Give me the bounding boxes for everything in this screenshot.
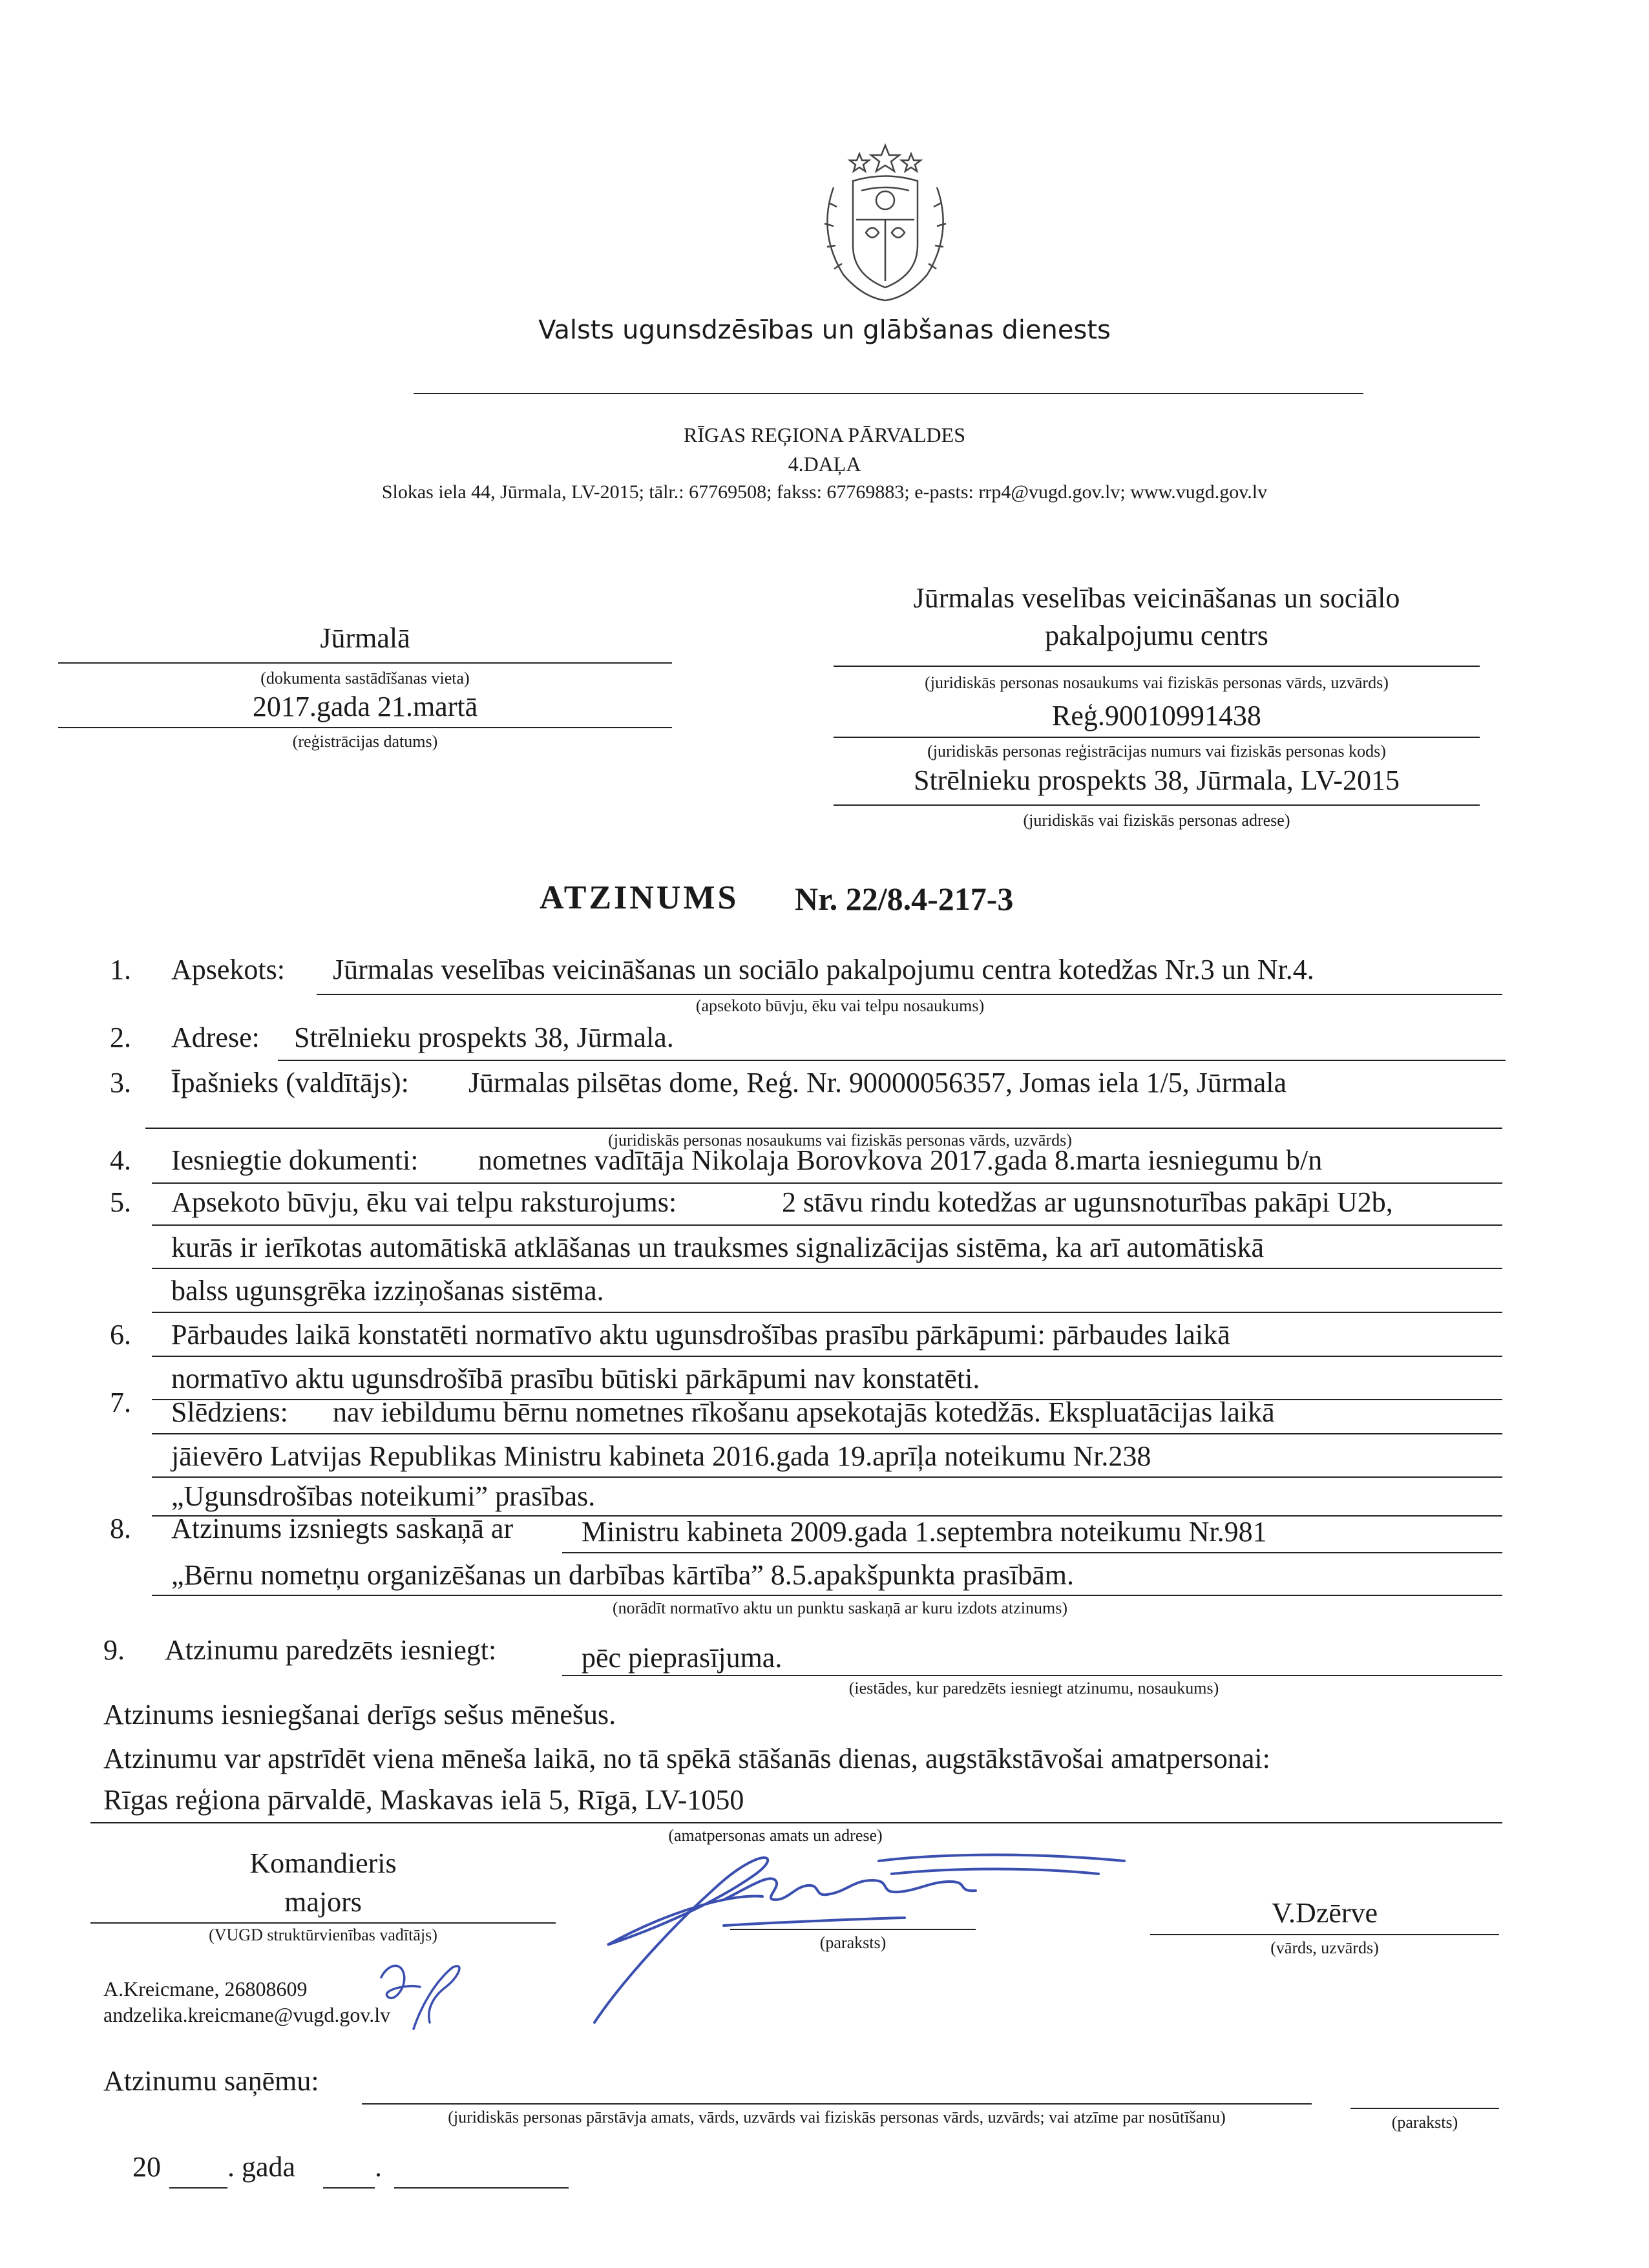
item-2-label: Adrese:: [171, 1022, 260, 1053]
item-1-line: [317, 994, 1502, 995]
item-7-number: 7.: [110, 1387, 131, 1418]
item-5-line3: [152, 1312, 1502, 1313]
item-3-label: Īpašnieks (valdītājs):: [171, 1067, 409, 1098]
item-5-label: Apsekoto būvju, ēku vai telpu raksturojums:: [171, 1186, 677, 1218]
item-8-caption: (norādīt normatīvo aktu un punktu saskaņā ar kuru izdots atzinums): [612, 1599, 1067, 1617]
item-2-line: [278, 1060, 1506, 1061]
item-7-label: Slēdziens:: [171, 1396, 288, 1428]
initials-signature: [368, 1958, 472, 2035]
item-5-line2: [152, 1268, 1502, 1269]
receipt-date-dot: .: [375, 2151, 382, 2183]
item-7-value-line2: jāievēro Latvijas Republikas Ministru kabineta 2016.gada 19.aprīļa noteikumu Nr.238: [171, 1440, 1151, 1472]
item-8-value-line2: „Bērnu nometņu organizēšanas un darbības kārtība” 8.5.apakšpunkta prasībām.: [171, 1559, 1074, 1591]
receipt-date-month-line: [394, 2187, 569, 2189]
appeal-caption: (amatpersonas amats un adrese): [668, 1826, 883, 1845]
signer-position-caption: (VUGD struktūrvienības vadītājs): [209, 1926, 437, 1944]
signer-position-line: [90, 1922, 556, 1924]
signature-caption: (paraksts): [819, 1933, 887, 1952]
item-6-rule1: [152, 1356, 1502, 1357]
place-caption: (dokumenta sastādīšanas vieta): [260, 669, 470, 688]
receipt-sign-line: [1350, 2108, 1499, 2109]
date-value: 2017.gada 21.martā: [252, 691, 478, 722]
receipt-caption: (juridiskās personas pārstāvja amats, vārds, uzvārds vai fiziskās personas vārds, uzvārds; vai atzīme par nosūtīšanu): [448, 2108, 1226, 2126]
receipt-label: Atzinumu saņēmu:: [103, 2065, 319, 2097]
signer-rank: majors: [284, 1886, 362, 1918]
appeal-statement: Atzinumu var apstrīdēt viena mēneša laikā, no tā spēkā stāšanās dienas, augstākstāvošai amatpersonai:: [103, 1743, 1270, 1774]
contact-person-email: andzelika.kreicmane@vugd.gov.lv: [103, 2003, 391, 2026]
registration-line: [834, 737, 1480, 738]
item-1-number: 1.: [110, 954, 131, 985]
item-7-value-line3: „Ugunsdrošības noteikumi” prasības.: [171, 1480, 596, 1512]
validity-statement: Atzinums iesniegšanai derīgs sešus mēnešus.: [103, 1699, 616, 1730]
registration-number: Reģ.90010991438: [1052, 700, 1261, 731]
signer-name-line: [1150, 1934, 1499, 1935]
item-6-number: 6.: [110, 1319, 131, 1350]
region-name: RĪGAS REĢIONA PĀRVALDES: [683, 423, 965, 446]
item-7-rule2: [152, 1476, 1502, 1478]
receipt-line: [362, 2103, 1312, 2105]
receipt-date-gada: . gada: [227, 2151, 296, 2183]
item-9-value: pēc pieprasījuma.: [582, 1642, 782, 1674]
item-8-rule1: [562, 1552, 1502, 1553]
item-1-value: Jūrmalas veselības veicināšanas un sociālo pakalpojumu centra kotedžas Nr.3 un Nr.4.: [333, 954, 1314, 985]
date-caption: (reģistrācijas datums): [292, 732, 438, 751]
item-4-value: nometnes vadītāja Nikolaja Borovkova 2017.gada 8.marta iesniegumu b/n: [478, 1144, 1323, 1176]
document-number: Nr. 22/8.4-217-3: [795, 881, 1014, 917]
place-value: Jūrmalā: [320, 622, 410, 654]
item-5-value-line1: 2 stāvu rindu kotedžas ar ugunsnoturības pakāpi U2b,: [782, 1186, 1393, 1218]
receipt-date-day-line: [323, 2187, 375, 2189]
item-5-number: 5.: [110, 1186, 131, 1218]
date-line: [58, 727, 672, 728]
signer-name: V.Dzērve: [1271, 1897, 1378, 1929]
item-8-label: Atzinums izsniegts saskaņā ar: [171, 1513, 514, 1544]
item-1-caption: (apsekoto būvju, ēku vai telpu nosaukums): [695, 996, 985, 1015]
item-2-number: 2.: [110, 1022, 131, 1053]
place-line: [58, 662, 672, 664]
item-3-number: 3.: [110, 1067, 131, 1098]
item-6-line2: normatīvo aktu ugunsdrošībā prasību būtiski pārkāpumi nav konstatēti.: [171, 1363, 980, 1394]
item-3-line: [145, 1128, 1502, 1129]
coat-of-arms-logo: [804, 136, 966, 310]
item-1-label: Apsekots:: [171, 954, 285, 985]
receipt-date-year-prefix: 20: [132, 2151, 161, 2183]
item-5-value-line2: kurās ir ierīkotas automātiskā atklāšanas un trauksmes signalizācijas sistēma, ka arī automātiskā: [171, 1232, 1265, 1263]
item-6-line1: Pārbaudes laikā konstatēti normatīvo aktu ugunsdrošības prasību pārkāpumi: pārbaudes laikā: [171, 1319, 1230, 1350]
item-3-caption: (juridiskās personas nosaukums vai fiziskās personas vārds, uzvārds): [608, 1131, 1072, 1150]
document-title: ATZINUMS: [540, 879, 739, 916]
recipient-name-line: [834, 666, 1480, 667]
agency-name: Valsts ugunsdzēsības un glābšanas dienests: [538, 315, 1111, 345]
receipt-date-year-line: [169, 2187, 227, 2189]
address-caption: (juridiskās vai fiziskās personas adrese): [1023, 811, 1290, 830]
recipient-address: Strēlnieku prospekts 38, Jūrmala, LV-2015: [913, 764, 1400, 796]
item-7-value-line1: nav iebildumu bērnu nometnes rīkošanu apsekotajās kotedžās. Ekspluatācijas laikā: [333, 1396, 1275, 1428]
registration-caption: (juridiskās personas reģistrācijas numurs vai fiziskās personas kods): [927, 742, 1386, 761]
contact-person-phone: A.Kreicmane, 26808609: [103, 1977, 308, 2000]
header-divider: [414, 393, 1363, 394]
recipient-name-caption: (juridiskās personas nosaukums vai fiziskās personas vārds, uzvārds): [925, 673, 1389, 692]
item-8-number: 8.: [110, 1513, 131, 1544]
receipt-sign-caption: (paraksts): [1391, 2113, 1458, 2132]
item-4-line: [152, 1182, 1502, 1184]
recipient-name-line1: Jūrmalas veselības veicināšanas un sociālo: [913, 582, 1400, 614]
item-8-value-line1: Ministru kabineta 2009.gada 1.septembra noteikumu Nr.981: [582, 1516, 1267, 1548]
appeal-authority: Rīgas reģiona pārvaldē, Maskavas ielā 5, Rīgā, LV-1050: [103, 1784, 744, 1816]
item-9-line: [562, 1675, 1502, 1676]
item-7-rule1: [152, 1433, 1502, 1434]
handwritten-signature: [569, 1835, 1137, 2029]
signer-name-caption: (vārds, uzvārds): [1270, 1938, 1379, 1957]
address-line: [834, 804, 1480, 806]
item-4-label: Iesniegtie dokumenti:: [171, 1144, 419, 1176]
item-9-label: Atzinumu paredzēts iesniegt:: [165, 1634, 497, 1666]
appeal-line: [90, 1822, 1502, 1823]
item-9-caption: (iestādes, kur paredzēts iesniegt atzinumu, nosaukums): [848, 1679, 1219, 1697]
item-9-number: 9.: [103, 1634, 125, 1666]
item-8-rule2: [152, 1595, 1502, 1596]
recipient-name-line2: pakalpojumu centrs: [1045, 620, 1268, 651]
item-5-value-line3: balss ugunsgrēka izziņošanas sistēma.: [171, 1275, 604, 1307]
item-5-line1: [152, 1224, 1502, 1226]
department-name: 4.DAĻA: [788, 452, 861, 476]
signer-position: Komandieris: [249, 1847, 397, 1879]
item-3-value: Jūrmalas pilsētas dome, Reģ. Nr. 90000056357, Jomas iela 1/5, Jūrmala: [468, 1067, 1287, 1098]
item-4-number: 4.: [110, 1144, 131, 1176]
item-2-value: Strēlnieku prospekts 38, Jūrmala.: [294, 1022, 674, 1053]
contact-details: Slokas iela 44, Jūrmala, LV-2015; tālr.: 67769508; fakss: 67769883; e-pasts: rrp4@vugd.gov.lv; www.vugd.gov.lv: [381, 481, 1268, 503]
